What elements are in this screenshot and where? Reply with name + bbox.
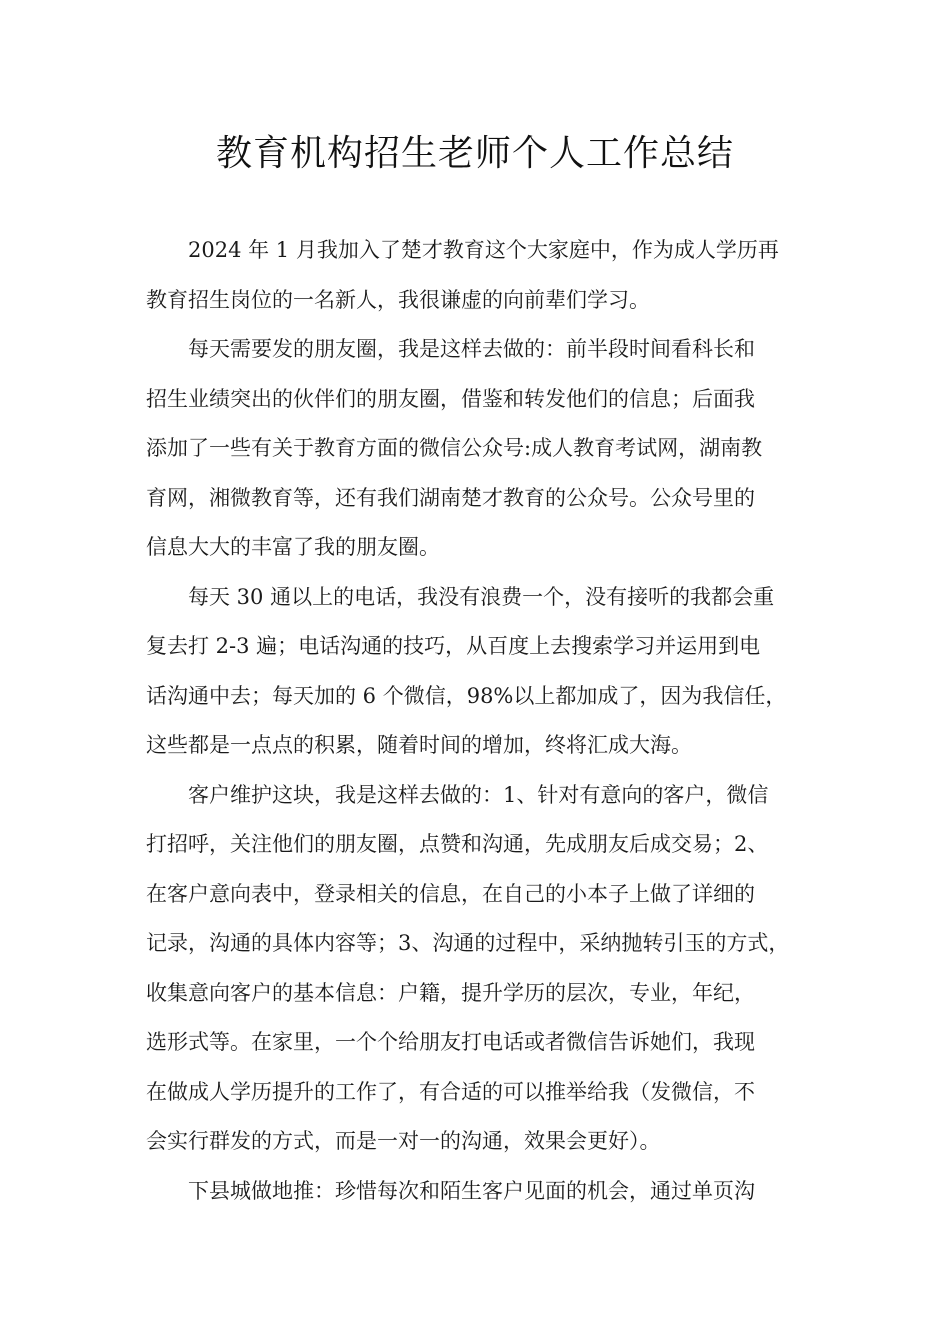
text-line: 育网，湘微教育等，还有我们湖南楚才教育的公众号。公众号里的	[146, 485, 755, 510]
text-line: 记录，沟通的具体内容等；3、沟通的过程中，采纳抛转引玉的方式，	[146, 931, 790, 955]
text-line: 收集意向客户的基本信息：户籍，提升学历的层次，专业，年纪，	[146, 980, 755, 1005]
text-line: 在做成人学历提升的工作了，有合适的可以推举给我（发微信，不	[146, 1079, 755, 1104]
text-line: 2024 年 1 月我加入了楚才教育这个大家庭中，作为成人学历再	[188, 238, 779, 262]
text-line: 客户维护这块，我是这样去做的：1、针对有意向的客户，微信	[188, 782, 769, 807]
text-line: 打招呼，关注他们的朋友圈，点赞和沟通，先成朋友后成交易；2、	[146, 832, 769, 856]
text-line: 话沟通中去；每天加的 6 个微信，98%以上都加成了，因为我信任，	[146, 683, 787, 708]
text-line: 这些都是一点点的积累，随着时间的增加，终将汇成大海。	[146, 733, 692, 757]
text-line: 教育招生岗位的一名新人，我很谦虚的向前辈们学习。	[146, 287, 650, 312]
document-title: 教育机构招生老师个人工作总结	[215, 133, 734, 174]
text-line: 招生业绩突出的伙伴们的朋友圈，借鉴和转发他们的信息；后面我	[146, 386, 755, 411]
text-line: 信息大大的丰富了我的朋友圈。	[146, 535, 440, 559]
text-line: 选形式等。在家里，一个个给朋友打电话或者微信告诉她们，我现	[146, 1030, 755, 1054]
text-line: 会实行群发的方式，而是一对一的沟通，效果会更好）。	[146, 1129, 661, 1153]
document-body	[146, 226, 816, 1216]
text-line: 每天 30 通以上的电话，我没有浪费一个，没有接听的我都会重	[188, 584, 775, 609]
text-line: 下县城做地推：珍惜每次和陌生客户见面的机会，通过单页沟	[188, 1178, 755, 1203]
text-line: 添加了一些有关于教育方面的微信公众号:成人教育考试网，湖南教	[146, 436, 763, 460]
text-line: 在客户意向表中，登录相关的信息，在自己的小本子上做了详细的	[146, 881, 755, 906]
text-line: 每天需要发的朋友圈，我是这样去做的：前半段时间看科长和	[188, 337, 755, 361]
text-line: 复去打 2-3 遍；电话沟通的技巧，从百度上去搜索学习并运用到电	[146, 634, 761, 658]
